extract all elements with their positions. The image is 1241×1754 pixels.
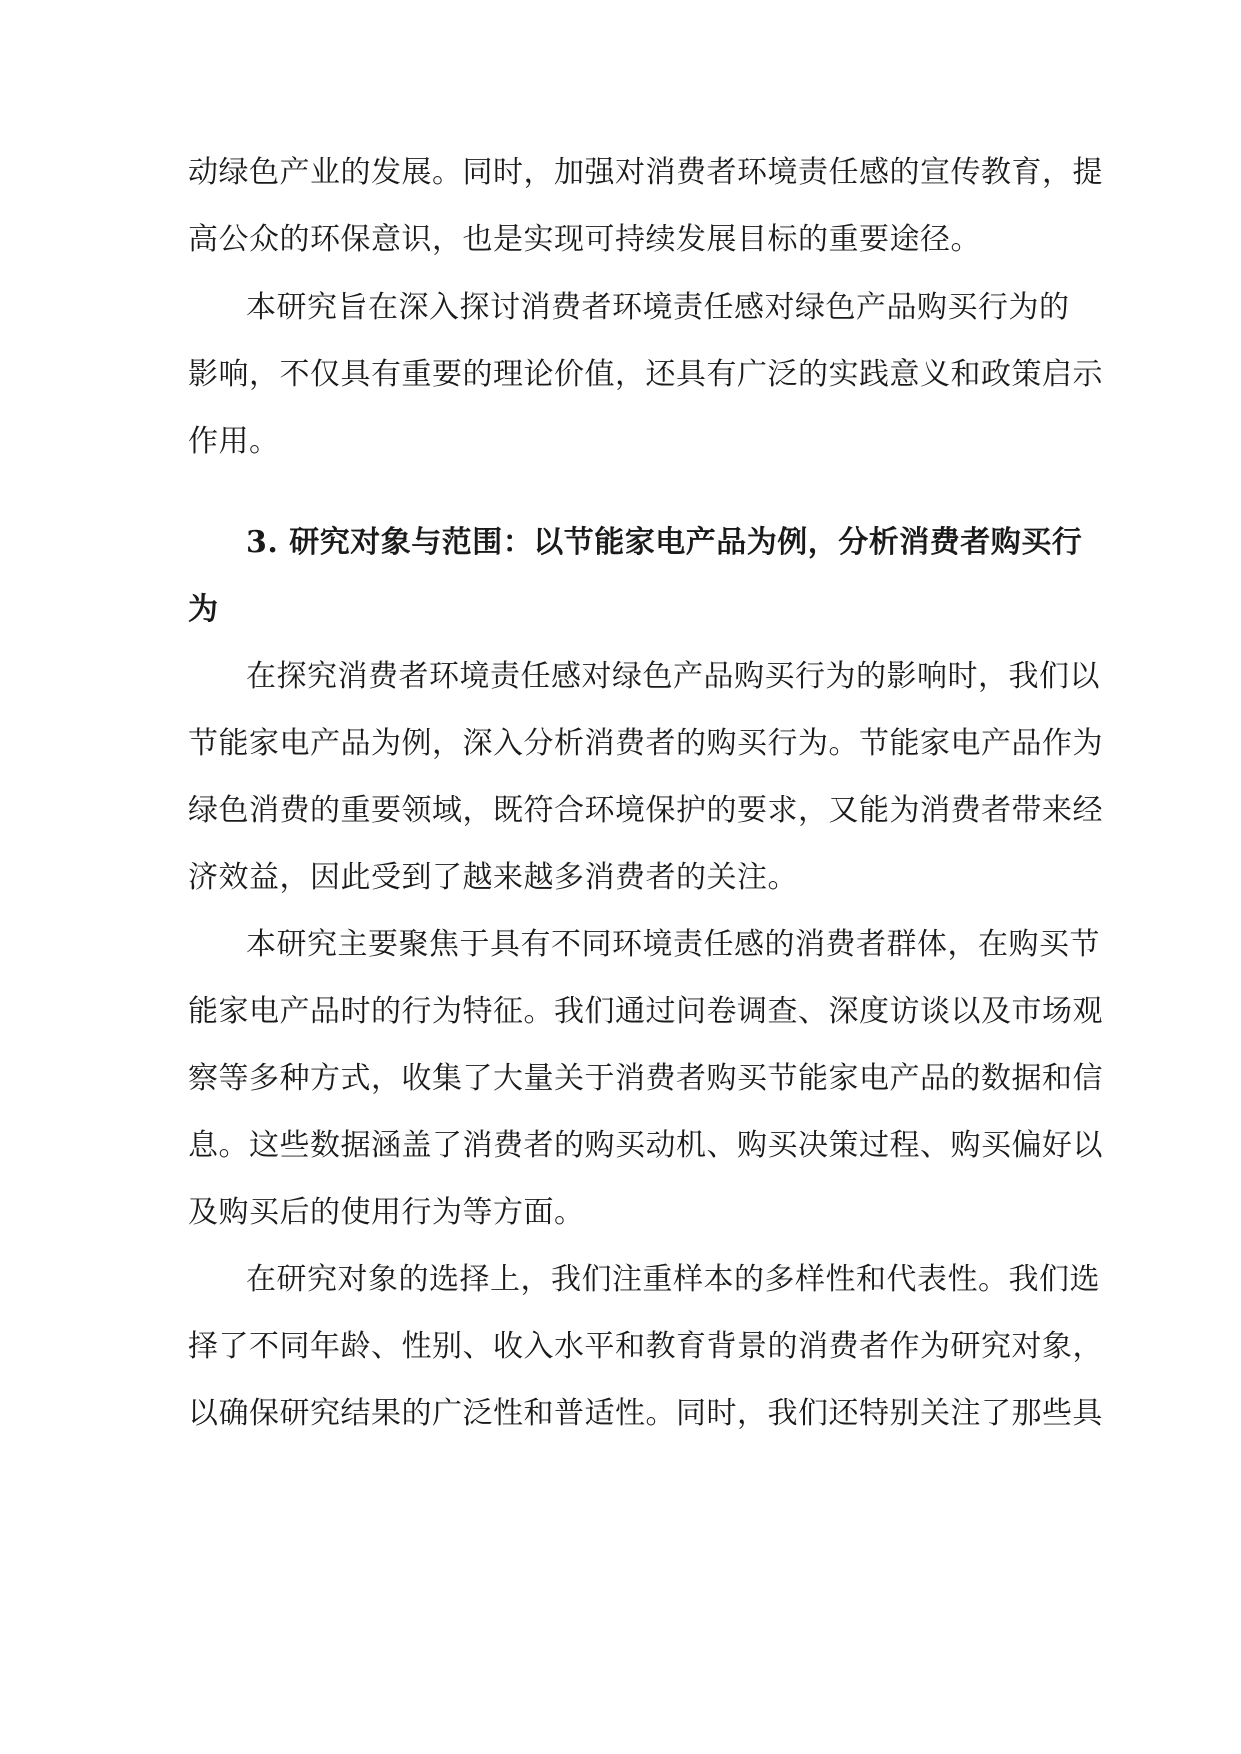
paragraph-line: 绿色消费的重要领域，既符合环境保护的要求，又能为消费者带来经	[188, 793, 1103, 828]
paragraph-line: 济效益，因此受到了越来越多消费者的关注。	[188, 860, 798, 895]
section-heading: 为	[188, 592, 219, 627]
paragraph-line: 作用。	[188, 424, 280, 459]
paragraph-line: 择了不同年龄、性别、收入水平和教育背景的消费者作为研究对象，	[188, 1329, 1103, 1364]
paragraph-line: 高公众的环保意识，也是实现可持续发展目标的重要途径。	[188, 222, 981, 257]
paragraph-line: 影响，不仅具有重要的理论价值，还具有广泛的实践意义和政策启示	[188, 357, 1103, 392]
paragraph-line: 节能家电产品为例，深入分析消费者的购买行为。节能家电产品作为	[188, 726, 1103, 761]
paragraph-line: 在探究消费者环境责任感对绿色产品购买行为的影响时，我们以	[246, 659, 1100, 694]
paragraph-line: 察等多种方式，收集了大量关于消费者购买节能家电产品的数据和信	[188, 1061, 1103, 1096]
paragraph-line: 以确保研究结果的广泛性和普适性。同时，我们还特别关注了那些具	[188, 1396, 1103, 1431]
paragraph-line: 在研究对象的选择上，我们注重样本的多样性和代表性。我们选	[246, 1262, 1100, 1297]
paragraph-line: 能家电产品时的行为特征。我们通过问卷调查、深度访谈以及市场观	[188, 994, 1103, 1029]
paragraph-line: 本研究主要聚焦于具有不同环境责任感的消费者群体，在购买节	[246, 927, 1100, 962]
paragraph-line: 本研究旨在深入探讨消费者环境责任感对绿色产品购买行为的	[246, 290, 1070, 325]
section-heading: 3. 研究对象与范围：以节能家电产品为例，分析消费者购买行	[246, 525, 1083, 560]
paragraph-line: 动绿色产业的发展。同时，加强对消费者环境责任感的宣传教育，提	[188, 155, 1103, 190]
paragraph-line: 息。这些数据涵盖了消费者的购买动机、购买决策过程、购买偏好以	[188, 1128, 1103, 1163]
paragraph-line: 及购买后的使用行为等方面。	[188, 1195, 585, 1230]
